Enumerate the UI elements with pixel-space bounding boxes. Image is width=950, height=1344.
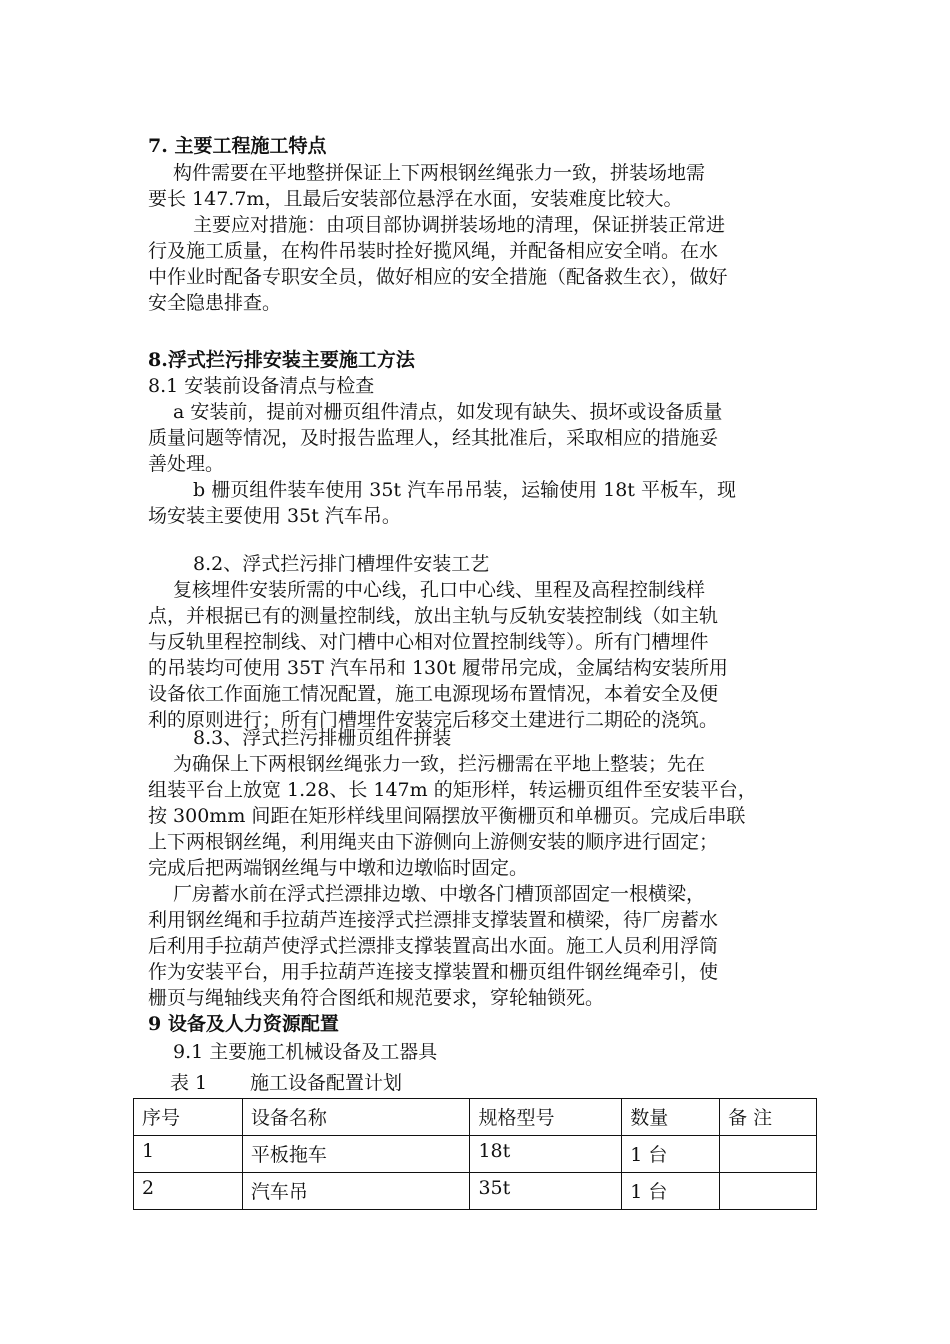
paragraph-line: 质量问题等情况，及时报告监理人，经其批准后，采取相应的措施妥 — [148, 427, 719, 449]
section-9-title: 9 设备及人力资源配置 — [148, 1013, 339, 1035]
table-header-cell: 序号 — [134, 1099, 243, 1136]
table-cell: 1 台 — [622, 1136, 720, 1173]
table-cell: 平板拖车 — [242, 1136, 470, 1173]
table-cell — [720, 1173, 817, 1210]
paragraph-line: 栅页与绳轴线夹角符合图纸和规范要求，穿轮轴锁死。 — [148, 987, 605, 1009]
table-cell: 1 — [134, 1136, 243, 1173]
table-header-cell: 数量 — [622, 1099, 720, 1136]
paragraph-line: 按 300mm 间距在矩形样线里间隔摆放平衡栅页和单栅页。完成后串联 — [148, 805, 746, 827]
table-header-cell: 设备名称 — [242, 1099, 470, 1136]
paragraph-line: 主要应对措施：由项目部协调拼装场地的清理，保证拼装正常进 — [193, 214, 726, 236]
table-label: 表 1 — [170, 1072, 208, 1094]
paragraph-line: 的吊装均可使用 35T 汽车吊和 130t 履带吊完成，金属结构安装所用 — [148, 657, 728, 679]
paragraph-line: 行及施工质量，在构件吊装时拴好揽风绳，并配备相应安全哨。在水 — [148, 240, 719, 262]
subsection-8-1-title: 8.1 安装前设备清点与检查 — [148, 375, 375, 397]
table-cell: 1 台 — [622, 1173, 720, 1210]
subsection-8-3-title: 8.3、浮式拦污排栅页组件拼装 — [193, 727, 452, 749]
paragraph-line: 作为安装平台，用手拉葫芦连接支撑装置和栅页组件钢丝绳牵引，使 — [148, 961, 719, 983]
paragraph-line: 后利用手拉葫芦使浮式拦漂排支撑装置高出水面。施工人员利用浮筒 — [148, 935, 719, 957]
paragraph-line: 完成后把两端钢丝绳与中墩和边墩临时固定。 — [148, 857, 529, 879]
paragraph-line: 为确保上下两根钢丝绳张力一致，拦污栅需在平地上整装；先在 — [173, 753, 706, 775]
section-7-title: 7. 主要工程施工特点 — [148, 135, 327, 157]
table-header-cell: 备 注 — [720, 1099, 817, 1136]
paragraph-line: a 安装前，提前对栅页组件清点，如发现有缺失、损坏或设备质量 — [173, 401, 723, 423]
paragraph-line: b 栅页组件装车使用 35t 汽车吊吊装，运输使用 18t 平板车，现 — [193, 479, 736, 501]
table-row — [134, 1136, 817, 1173]
subsection-9-1-title: 9.1 主要施工机械设备及工器具 — [173, 1041, 438, 1063]
table-header-cell: 规格型号 — [470, 1099, 622, 1136]
section-8-title: 8.浮式拦污排安装主要施工方法 — [148, 349, 415, 371]
paragraph-line: 中作业时配备专职安全员，做好相应的安全措施（配备救生衣），做好 — [148, 266, 728, 288]
paragraph-line: 复核埋件安装所需的中心线，孔口中心线、里程及高程控制线样 — [173, 579, 706, 601]
paragraph-line: 善处理。 — [148, 453, 225, 475]
subsection-8-2-title: 8.2、浮式拦污排门槽埋件安装工艺 — [193, 553, 490, 575]
paragraph-line: 安全隐患排查。 — [148, 292, 282, 314]
paragraph-line: 利用钢丝绳和手拉葫芦连接浮式拦漂排支撑装置和横梁，待厂房蓄水 — [148, 909, 719, 931]
table-caption: 施工设备配置计划 — [250, 1072, 403, 1094]
table-cell: 18t — [470, 1136, 622, 1173]
paragraph-line: 组装平台上放宽 1.28、长 147m 的矩形样，转运栅页组件至安装平台， — [148, 779, 757, 801]
table-cell — [720, 1136, 817, 1173]
paragraph-line: 利的原则进行；所有门槽埋件安装完后移交土建进行二期砼的浇筑。 — [148, 709, 719, 731]
paragraph-line: 点，并根据已有的测量控制线，放出主轨与反轨安装控制线（如主轨 — [148, 605, 719, 627]
paragraph-line: 构件需要在平地整拼保证上下两根钢丝绳张力一致，拼装场地需 — [173, 162, 706, 184]
paragraph-line: 厂房蓄水前在浮式拦漂排边墩、中墩各门槽顶部固定一根横梁， — [173, 883, 706, 905]
table-row — [134, 1173, 817, 1210]
paragraph-line: 要长 147.7m，且最后安装部位悬浮在水面，安装难度比较大。 — [148, 188, 683, 210]
table-cell: 2 — [134, 1173, 243, 1210]
equipment-table — [133, 1098, 817, 1210]
paragraph-line: 设备依工作面施工情况配置，施工电源现场布置情况，本着安全及便 — [148, 683, 719, 705]
table-cell: 35t — [470, 1173, 622, 1210]
table-cell: 汽车吊 — [242, 1173, 470, 1210]
paragraph-line: 场安装主要使用 35t 汽车吊。 — [148, 505, 401, 527]
paragraph-line: 与反轨里程控制线、对门槽中心相对位置控制线等）。所有门槽埋件 — [148, 631, 709, 653]
table-header-row — [134, 1099, 817, 1136]
paragraph-line: 上下两根钢丝绳，利用绳夹由下游侧向上游侧安装的顺序进行固定； — [148, 831, 719, 853]
